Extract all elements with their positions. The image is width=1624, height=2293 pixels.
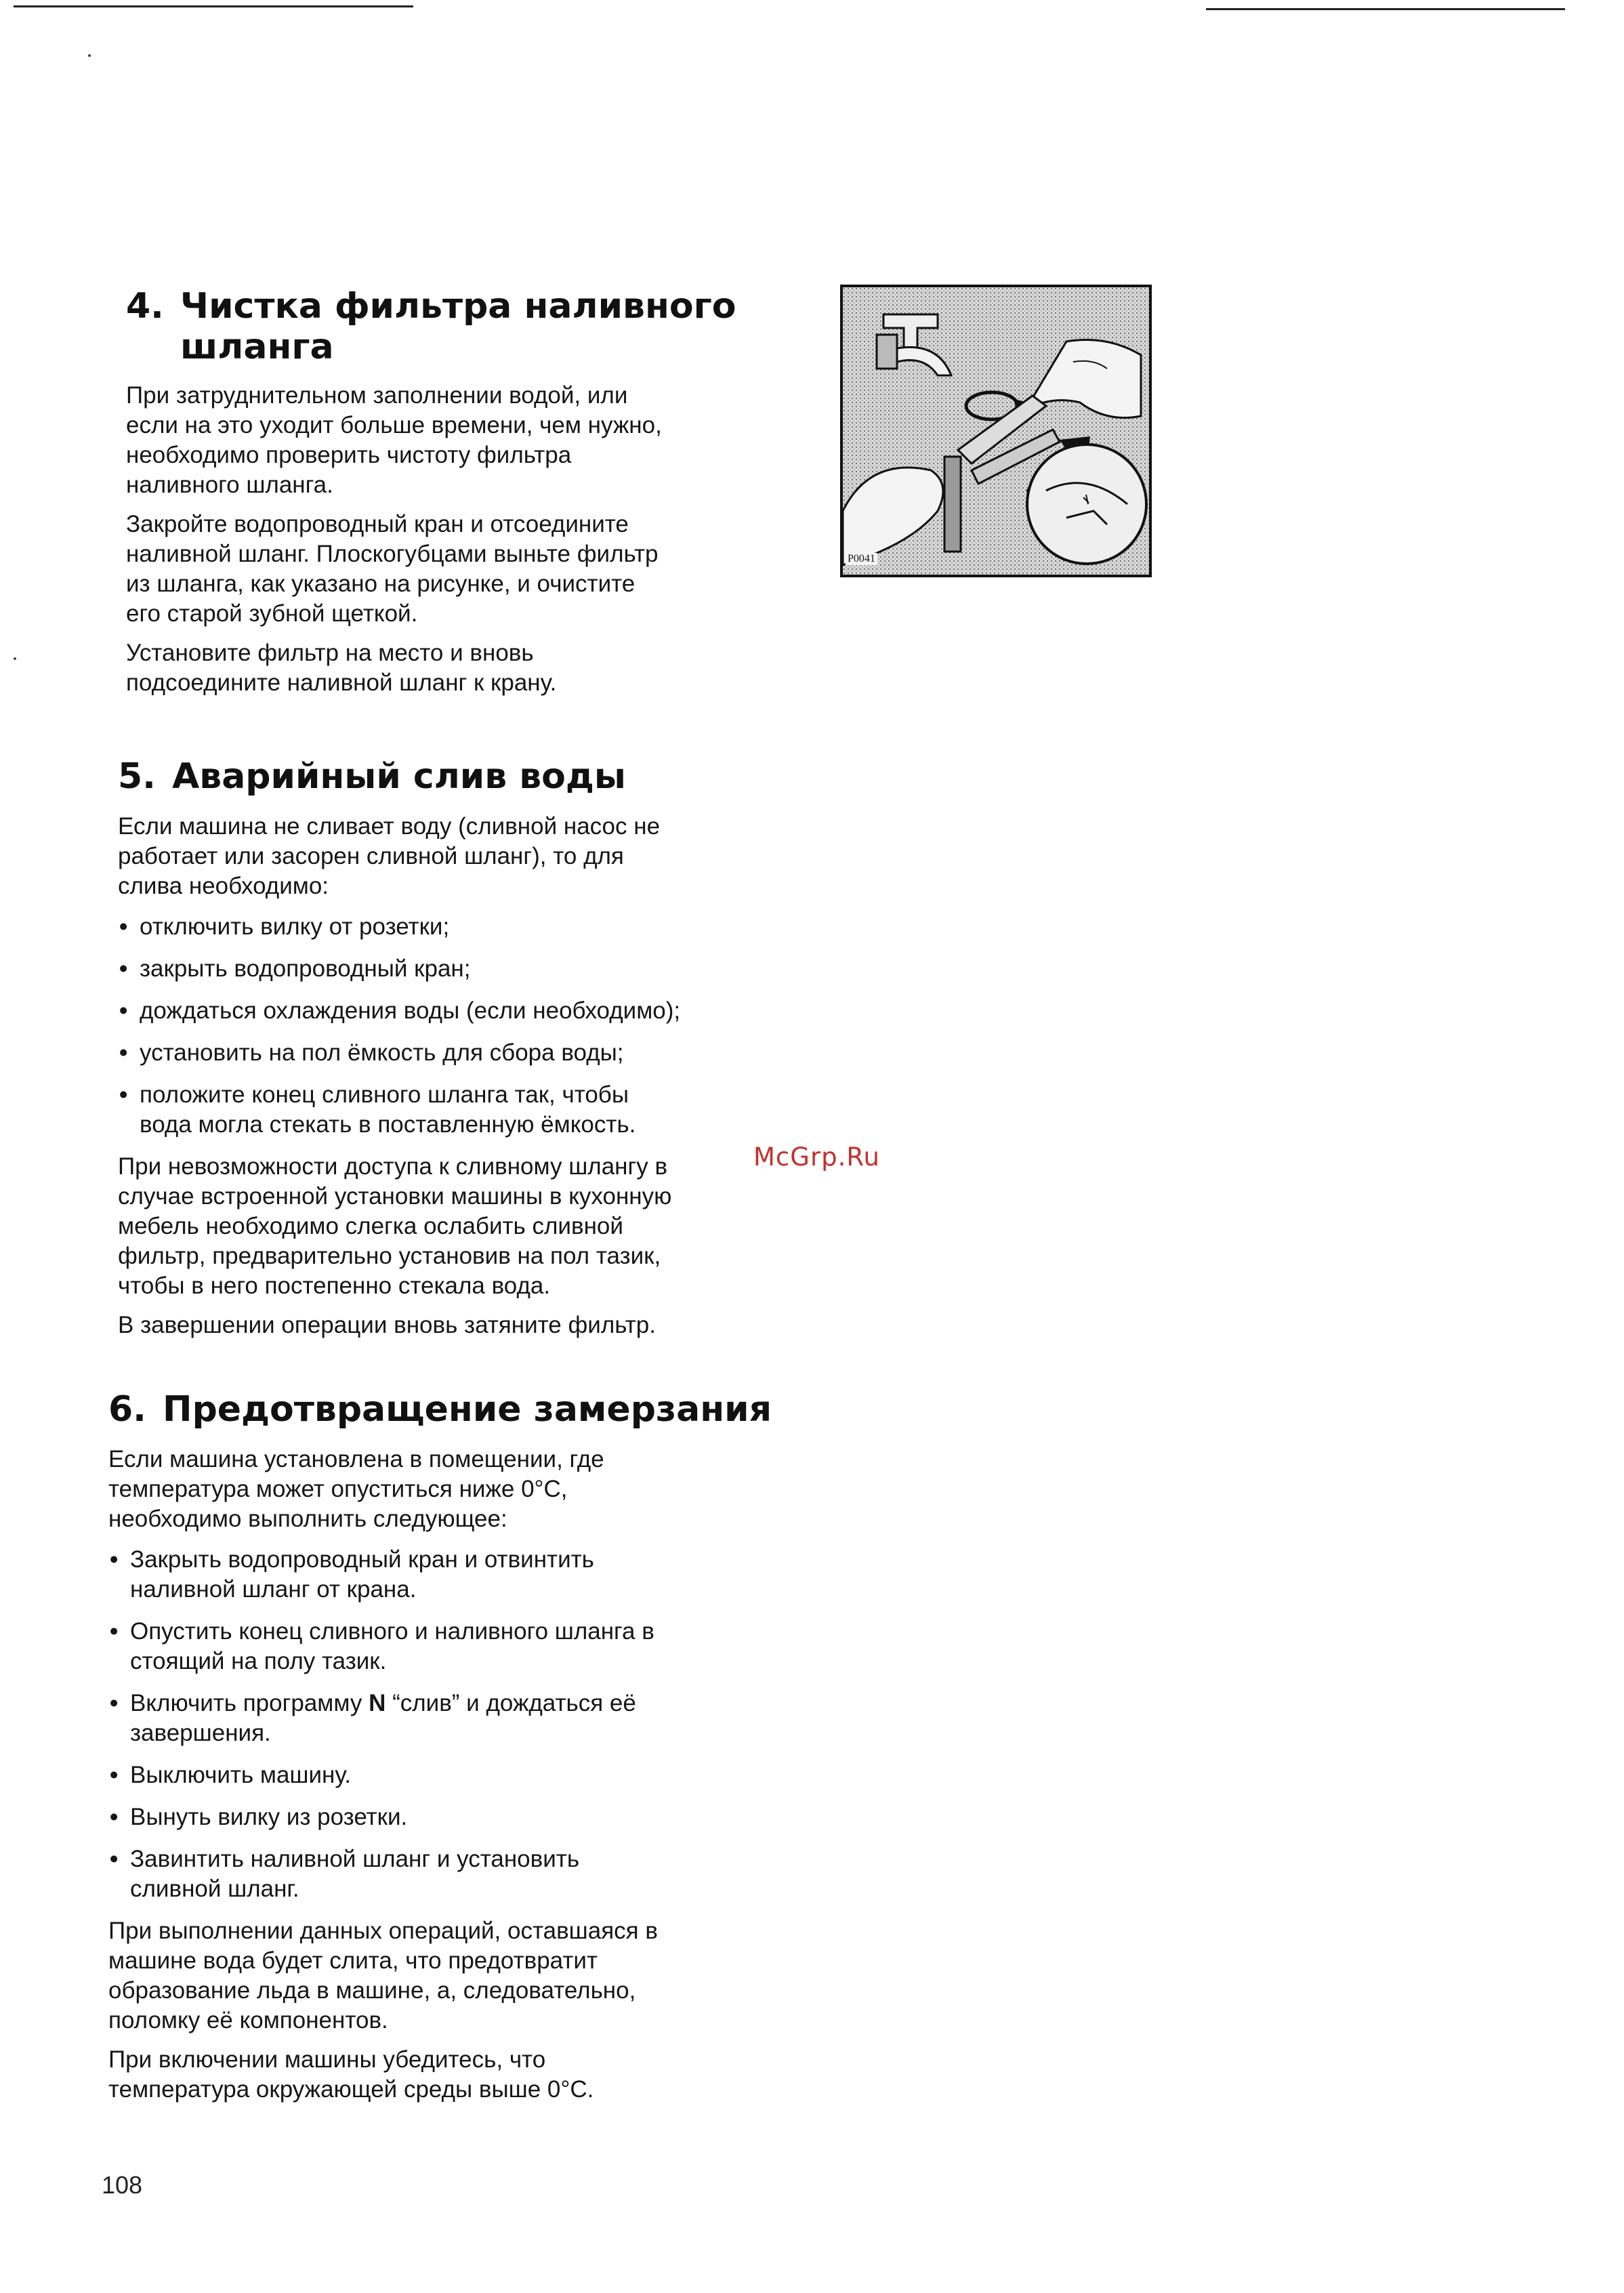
list-item: • Завинтить наливной шланг и установить сливной шланг. <box>108 1844 840 1904</box>
filter-removal-illustration-icon <box>843 287 1149 575</box>
watermark: McGrp.Ru <box>753 1142 880 1172</box>
section-6-bullet-list <box>108 1545 840 1904</box>
section-6-paragraph: При выполнении данных операций, оставшаяся в машине вода будет слита, что предотвратит образование льда в машине, а, следовательно, поломку её компонентов. <box>108 1918 658 2033</box>
scan-speck <box>88 54 91 57</box>
page-number: 108 <box>102 2171 143 2199</box>
list-item-program <box>108 1689 840 1748</box>
list-item: • установить на пол ёмкость для сбора воды; <box>118 1038 823 1068</box>
scan-speck <box>14 657 16 660</box>
list-item: • Опустить конец сливного и наливного шланга в стоящий на полу тазик. <box>108 1617 840 1676</box>
program-code: N <box>369 1690 386 1716</box>
section-6-number: 6. <box>108 1389 146 1430</box>
filter-removal-illustration <box>840 285 1152 577</box>
section-5 <box>118 756 823 1350</box>
section-4-title: Чистка фильтра наливного шланга <box>180 286 736 367</box>
section-5-intro: Если машина не сливает воду (сливной насос не работает или засорен сливной шланг), то для слива необходимо: <box>118 813 661 899</box>
section-5-paragraph: При невозможности доступа к сливному шлангу в случае встроенной установки машины в кухонную мебель необходимо слегка ослабить сливной фильтр, предварительно установив на пол тазик, чтобы в него постепенно стекала вода. <box>118 1153 672 1299</box>
list-item: • дождаться охлаждения воды (если необходимо); <box>118 996 823 1026</box>
section-5-heading <box>118 756 823 797</box>
program-bullet-after: “слив” и дождаться её завершения. <box>130 1690 636 1746</box>
top-right-rule <box>1206 8 1565 10</box>
section-4-paragraph: Закройте водопроводный кран и отсоедините наливной шланг. Плоскогубцами выньте фильтр из шланга, как указано на рисунке, и очистите его старой зубной щеткой. <box>126 511 659 627</box>
list-item: • отключить вилку от розетки; <box>118 912 823 942</box>
section-6-heading <box>108 1389 840 1430</box>
section-6-paragraph: При включении машины убедитесь, что температура окружающей среды выше 0°С. <box>108 2046 594 2103</box>
section-5-title: Аварийный слив воды <box>172 756 626 797</box>
section-4 <box>126 286 804 707</box>
section-4-paragraph: Установите фильтр на место и вновь подсоедините наливной шланг к крану. <box>126 640 557 696</box>
section-6-intro: Если машина установлена в помещении, где температура может опуститься ниже 0°С, необходимо выполнить следующее: <box>108 1446 604 1532</box>
list-item: • Вынуть вилку из розетки. <box>108 1802 840 1832</box>
section-4-paragraph: При затруднительном заполнении водой, или если на это уходит больше времени, чем нужно, необходимо проверить чистоту фильтра наливного шланга. <box>126 382 662 498</box>
list-item: • положите конец сливного шланга так, чтобы вода могла стекать в поставленную ёмкость. <box>118 1080 823 1140</box>
list-item: • закрыть водопроводный кран; <box>118 954 823 984</box>
list-item: • Закрыть водопроводный кран и отвинтить наливной шланг от крана. <box>108 1545 840 1605</box>
list-item: • Выключить машину. <box>108 1760 840 1790</box>
figure-code: P0041 <box>846 553 877 565</box>
section-5-number: 5. <box>118 756 156 797</box>
section-5-paragraph: В завершении операции вновь затяните фильтр. <box>118 1312 656 1338</box>
program-bullet-before: Включить программу <box>130 1690 369 1716</box>
section-6 <box>108 1389 840 2114</box>
section-6-title: Предотвращение замерзания <box>163 1389 772 1430</box>
top-left-rule <box>14 5 413 7</box>
section-5-bullet-list <box>118 912 823 1140</box>
section-4-number: 4. <box>126 286 164 327</box>
section-4-heading <box>126 286 804 367</box>
